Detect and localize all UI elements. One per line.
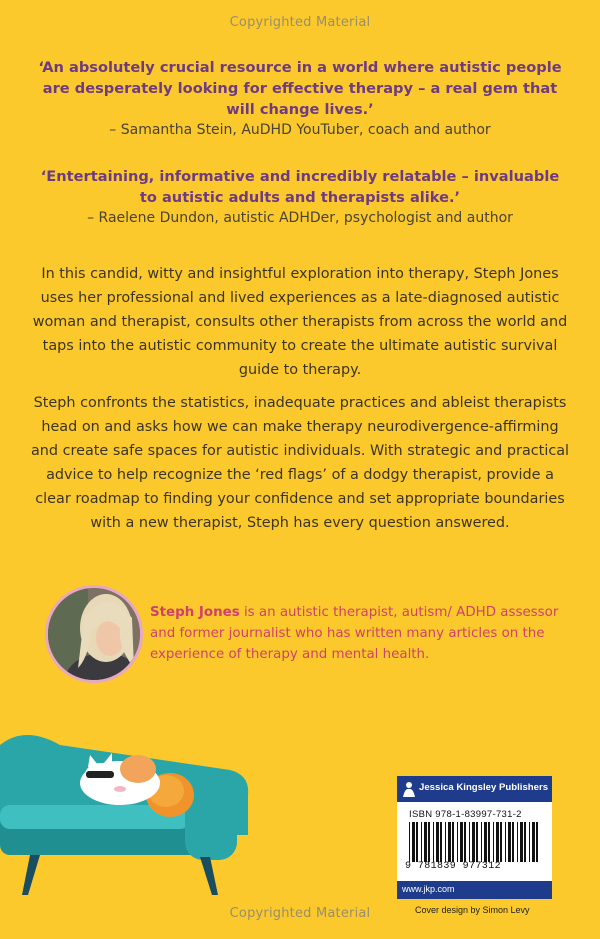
author-bio-text: is an autistic therapist, autism/ ADHD assessor and former journalist who has written many articles on the experience of therapy and mental health.: [150, 605, 559, 662]
description-paragraph: In this candid, witty and insightful exploration into therapy, Steph Jones uses her professional and lived experiences as a late-diagnosed autistic woman and therapist, consults other therapists from across the world and taps into the autistic community to create the ultimate autistic survival guide to therapy.: [32, 266, 568, 378]
isbn-label: ISBN 978-1-83997-731-2: [409, 809, 522, 820]
publisher-url-bar: [397, 881, 552, 899]
sofa-cat-illustration: [0, 705, 260, 895]
author-section: [45, 585, 565, 685]
publisher-header: [397, 776, 552, 802]
publisher-barcode-box: [397, 776, 552, 899]
endorsement-quote: [30, 57, 570, 140]
quote-attribution: – Raelene Dundon, autistic ADHDer, psychologist and author: [87, 210, 513, 226]
cover-credit: Cover design by Simon Levy: [415, 905, 530, 915]
quote-attribution: – Samantha Stein, AuDHD YouTuber, coach and author: [109, 122, 491, 138]
publisher-name: Jessica Kingsley Publishers: [419, 782, 549, 793]
author-name: Steph Jones: [150, 605, 240, 620]
author-bio: [150, 602, 570, 665]
publisher-logo-icon: [401, 780, 417, 798]
barcode-digits: 9 781839 977312: [405, 861, 502, 872]
author-photo: [45, 585, 143, 683]
barcode-graphic: [409, 822, 541, 862]
quote-text: ‘An absolutely crucial resource in a world where autistic people are desperately looking for effective therapy – a real gem that will change lives.’: [38, 59, 562, 118]
endorsement-quote: [30, 166, 570, 228]
watermark-bottom: Copyrighted Material: [229, 906, 371, 921]
quote-text: ‘Entertaining, informative and incredibly relatable – invaluable to autistic adults and therapists alike.’: [40, 168, 560, 206]
publisher-url: www.jkp.com: [402, 884, 455, 894]
description-paragraph: Steph confronts the statistics, inadequate practices and ableist therapists head on and asks how we can make therapy neurodivergence-affirming and create safe spaces for autistic individuals. With strategic and practical advice to help recognize the ‘red flags’ of a dodgy therapist, provide a clear roadmap to finding your confidence and set appropriate boundaries with a new therapist, Steph has every question answered.: [30, 395, 570, 531]
watermark-top: Copyrighted Material: [229, 15, 371, 30]
